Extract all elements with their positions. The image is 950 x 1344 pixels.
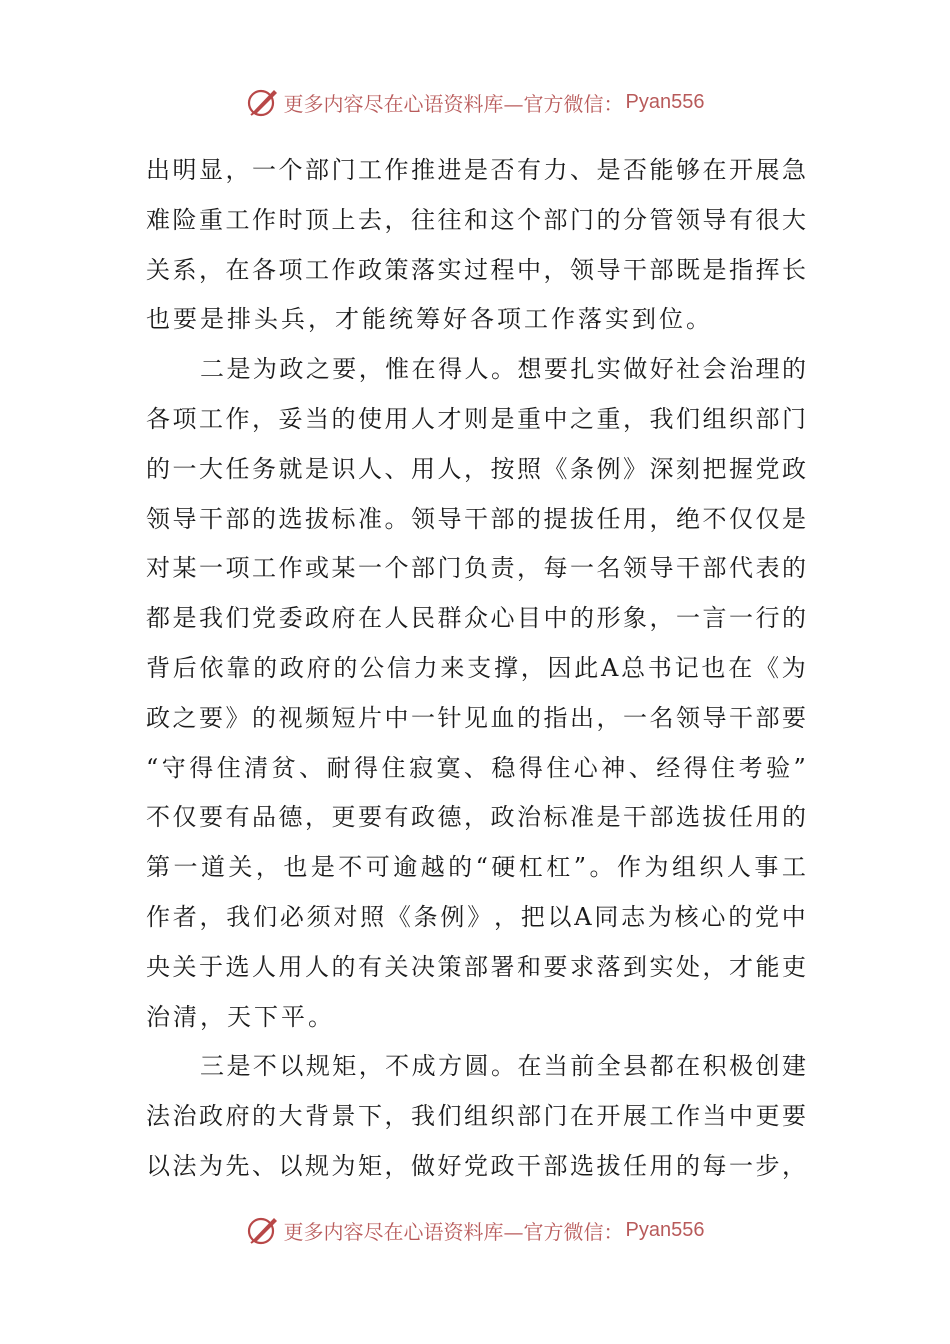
text-line: “ 守 得 住 清 贫 、 耐 得 住 寂 寞 、 稳 得 住 心 神 、 经 得 住 考 验 ” (146, 753, 806, 782)
text-line: 央 关 于 选 人 用 人 的 有 关 决 策 部 署 和 要 求 落 到 实 处 ， 才 能 吏 (146, 952, 806, 981)
text-line: 第 一 道 关 ， 也 是 不 可 逾 越 的 “ 硬 杠 杠 ” 。 作 为 组 织 人 事 工 (146, 853, 806, 882)
quill-logo-icon (246, 1213, 280, 1247)
text-line: 法 治 政 府 的 大 背 景 下 ， 我 们 组 织 部 门 在 开 展 工 作 当 中 更 要 (146, 1102, 806, 1131)
text-line: 二 是 为 政 之 要 ， 惟 在 得 人 。 想 要 扎 实 做 好 社 会 治 理 的 (200, 355, 806, 384)
text-line: 背 后 依 靠 的 政 府 的 公 信 力 来 支 撑 ， 因 此 A 总 书 记 也 在 《 为 (146, 653, 806, 682)
text-line: 对 某 一 项 工 作 或 某 一 个 部 门 负 责 ， 每 一 名 领 导 干 部 代 表 的 (146, 554, 806, 583)
banner-text: 更多内容尽在心语资料库—官方微信： (283, 1219, 624, 1244)
text-line: 领 导 干 部 的 选 拔 标 准 。 领 导 干 部 的 提 拔 任 用 ， 绝 不 仅 仅 是 (146, 504, 806, 533)
text-line: 难 险 重 工 作 时 顶 上 去 ， 往 往 和 这 个 部 门 的 分 管 领 导 有 很 大 (146, 205, 806, 234)
text-line: 关 系 ， 在 各 项 工 作 政 策 落 实 过 程 中 ， 领 导 干 部 既 是 指 挥 长 (146, 255, 806, 284)
text-line: 作 者 ， 我 们 必 须 对 照 《 条 例 》 ， 把 以 A 同 志 为 核 心 的 党 中 (146, 902, 806, 931)
text-line: 也要是排头兵，才能统筹好各项工作落实到位。 (146, 305, 713, 334)
header-watermark-banner (0, 82, 950, 122)
text-line: 出 明 显 ， 一 个 部 门 工 作 推 进 是 否 有 力 、 是 否 能 够 在 开 展 急 (146, 156, 806, 184)
quill-logo-icon (246, 85, 280, 119)
banner-wechat-id: Pyan556 (625, 1218, 705, 1241)
banner-text: 更多内容尽在心语资料库—官方微信： (283, 91, 624, 116)
text-line: 政 之 要 》 的 视 频 短 片 中 一 针 见 血 的 指 出 ， 一 名 领 导 干 部 要 (146, 703, 806, 732)
text-line: 都 是 我 们 党 委 政 府 在 人 民 群 众 心 目 中 的 形 象 ， 一 言 一 行 的 (146, 604, 806, 633)
document-body (146, 146, 806, 1192)
text-line: 以 法 为 先 、 以 规 为 矩 ， 做 好 党 政 干 部 选 拔 任 用 的 每 一 步 ， (146, 1151, 806, 1180)
text-line: 三 是 不 以 规 矩 ， 不 成 方 圆 。 在 当 前 全 县 都 在 积 极 创 建 (200, 1052, 806, 1081)
banner-wechat-id: Pyan556 (625, 90, 705, 113)
text-line: 不 仅 要 有 品 德 ， 更 要 有 政 德 ， 政 治 标 准 是 干 部 选 拔 任 用 的 (146, 803, 806, 832)
footer-watermark-banner (0, 1210, 950, 1250)
text-line: 的 一 大 任 务 就 是 识 人 、 用 人 ， 按 照 《 条 例 》 深 刻 把 握 党 政 (146, 454, 806, 483)
text-line: 各 项 工 作 ， 妥 当 的 使 用 人 才 则 是 重 中 之 重 ， 我 们 组 织 部 门 (146, 404, 806, 433)
text-line: 治清，天下平。 (146, 1002, 335, 1031)
